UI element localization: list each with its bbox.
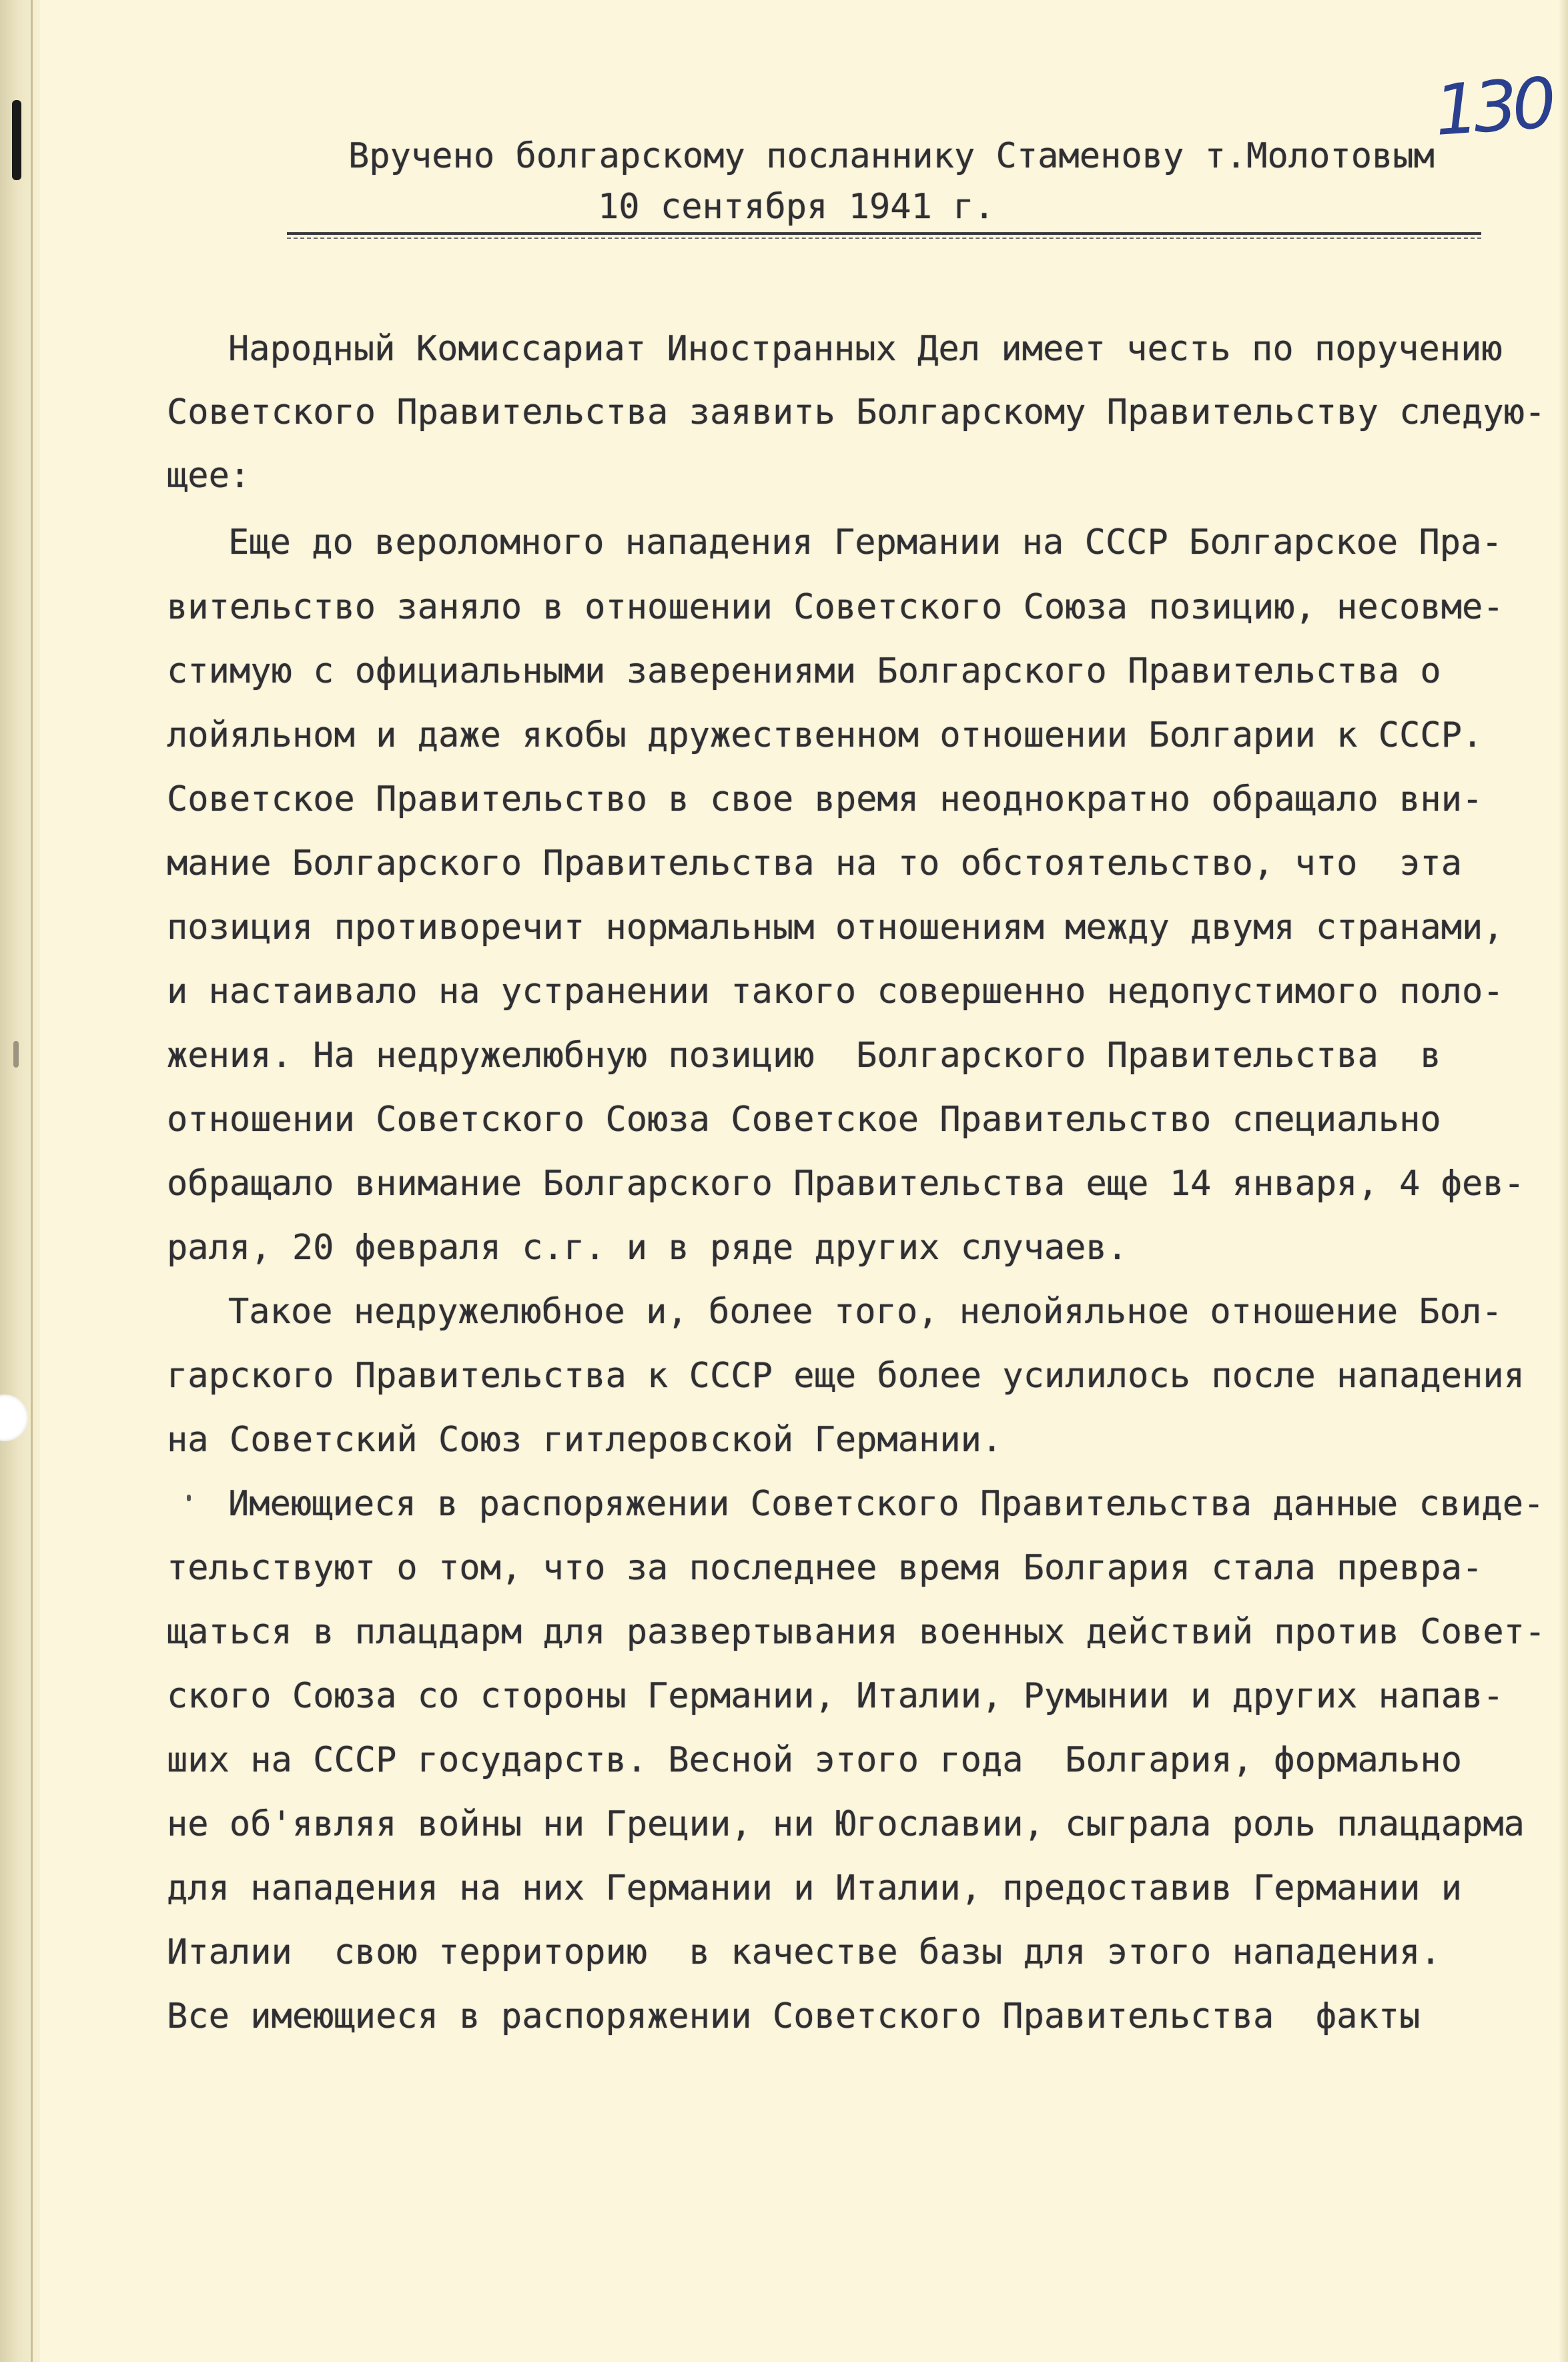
- body-line-13: отношении Советского Союза Советское Правительство специально: [167, 1100, 1441, 1140]
- header-line-2: 10 сентября 1941 г.: [598, 187, 995, 227]
- body-line-20: тельствуют о том, что за последнее время Болгария стала превра-: [167, 1548, 1483, 1588]
- body-line-7: лойяльном и даже якобы дружественном отношении Болгарии к СССР.: [167, 715, 1483, 755]
- body-line-16: Такое недружелюбное и, более того, нелойяльное отношение Бол-: [228, 1292, 1503, 1332]
- folio-number: 130: [1431, 62, 1554, 151]
- body-line-25: для нападения на них Германии и Италии, предоставив Германии и: [167, 1868, 1463, 1908]
- body-line-18: на Советский Союз гитлеровской Германии.: [167, 1420, 1003, 1460]
- body-line-23: ших на СССР государств. Весной этого года Болгария, формально: [167, 1740, 1463, 1780]
- ink-speck: [187, 1495, 191, 1501]
- body-line-2: Советского Правительства заявить Болгарскому Правительству следую-: [167, 392, 1546, 432]
- body-line-17: гарского Правительства к СССР еще более усилилось после нападения: [167, 1356, 1525, 1396]
- body-line-22: ского Союза со стороны Германии, Италии, Румынии и других напав-: [167, 1676, 1504, 1716]
- body-line-10: позиция противоречит нормальным отношениям между двумя странами,: [167, 907, 1504, 947]
- body-line-9: мание Болгарского Правительства на то обстоятельство, что эта: [167, 843, 1463, 883]
- body-line-3: щее:: [167, 456, 251, 496]
- body-line-8: Советское Правительство в свое время неоднократно обращало вни-: [167, 779, 1483, 819]
- binding-clip-mark: [12, 100, 21, 180]
- binding-edge: [0, 0, 40, 2362]
- body-line-26: Италии свою территорию в качестве базы для этого нападения.: [167, 1932, 1441, 1972]
- binding-crease: [31, 0, 33, 2362]
- right-page-edge: [1559, 0, 1568, 2362]
- body-line-14: обращало внимание Болгарского Правительства еще 14 января, 4 фев-: [167, 1164, 1525, 1204]
- body-line-15: раля, 20 февраля с.г. и в ряде других случаев.: [167, 1228, 1128, 1268]
- binding-stain-mark: [13, 1041, 19, 1068]
- body-line-1: Народный Комиссариат Иностранных Дел имеет честь по поручению: [228, 329, 1503, 369]
- header-line-1: Вручено болгарскому посланнику Стаменову т.Молотовым: [348, 136, 1435, 176]
- body-line-4: Еще до вероломного нападения Германии на СССР Болгарское Пра-: [228, 522, 1503, 562]
- body-line-27: Все имеющиеся в распоряжении Советского Правительства факты: [167, 1996, 1421, 2036]
- header-separator: [287, 232, 1481, 235]
- body-line-5: вительство заняло в отношении Советского Союза позицию, несовме-: [167, 587, 1504, 627]
- body-line-19: Имеющиеся в распоряжении Советского Правительства данные свиде-: [228, 1484, 1545, 1524]
- header-separator-dashed: [287, 238, 1481, 239]
- body-line-21: щаться в плацдарм для развертывания военных действий против Совет-: [167, 1612, 1546, 1652]
- body-line-24: не об'являя войны ни Греции, ни Югославии, сыграла роль плацдарма: [167, 1804, 1525, 1844]
- body-line-6: стимую с официальными заверениями Болгарского Правительства о: [167, 651, 1441, 691]
- body-line-11: и настаивало на устранении такого совершенно недопустимого поло-: [167, 971, 1504, 1012]
- body-line-12: жения. На недружелюбную позицию Болгарского Правительства в: [167, 1036, 1441, 1076]
